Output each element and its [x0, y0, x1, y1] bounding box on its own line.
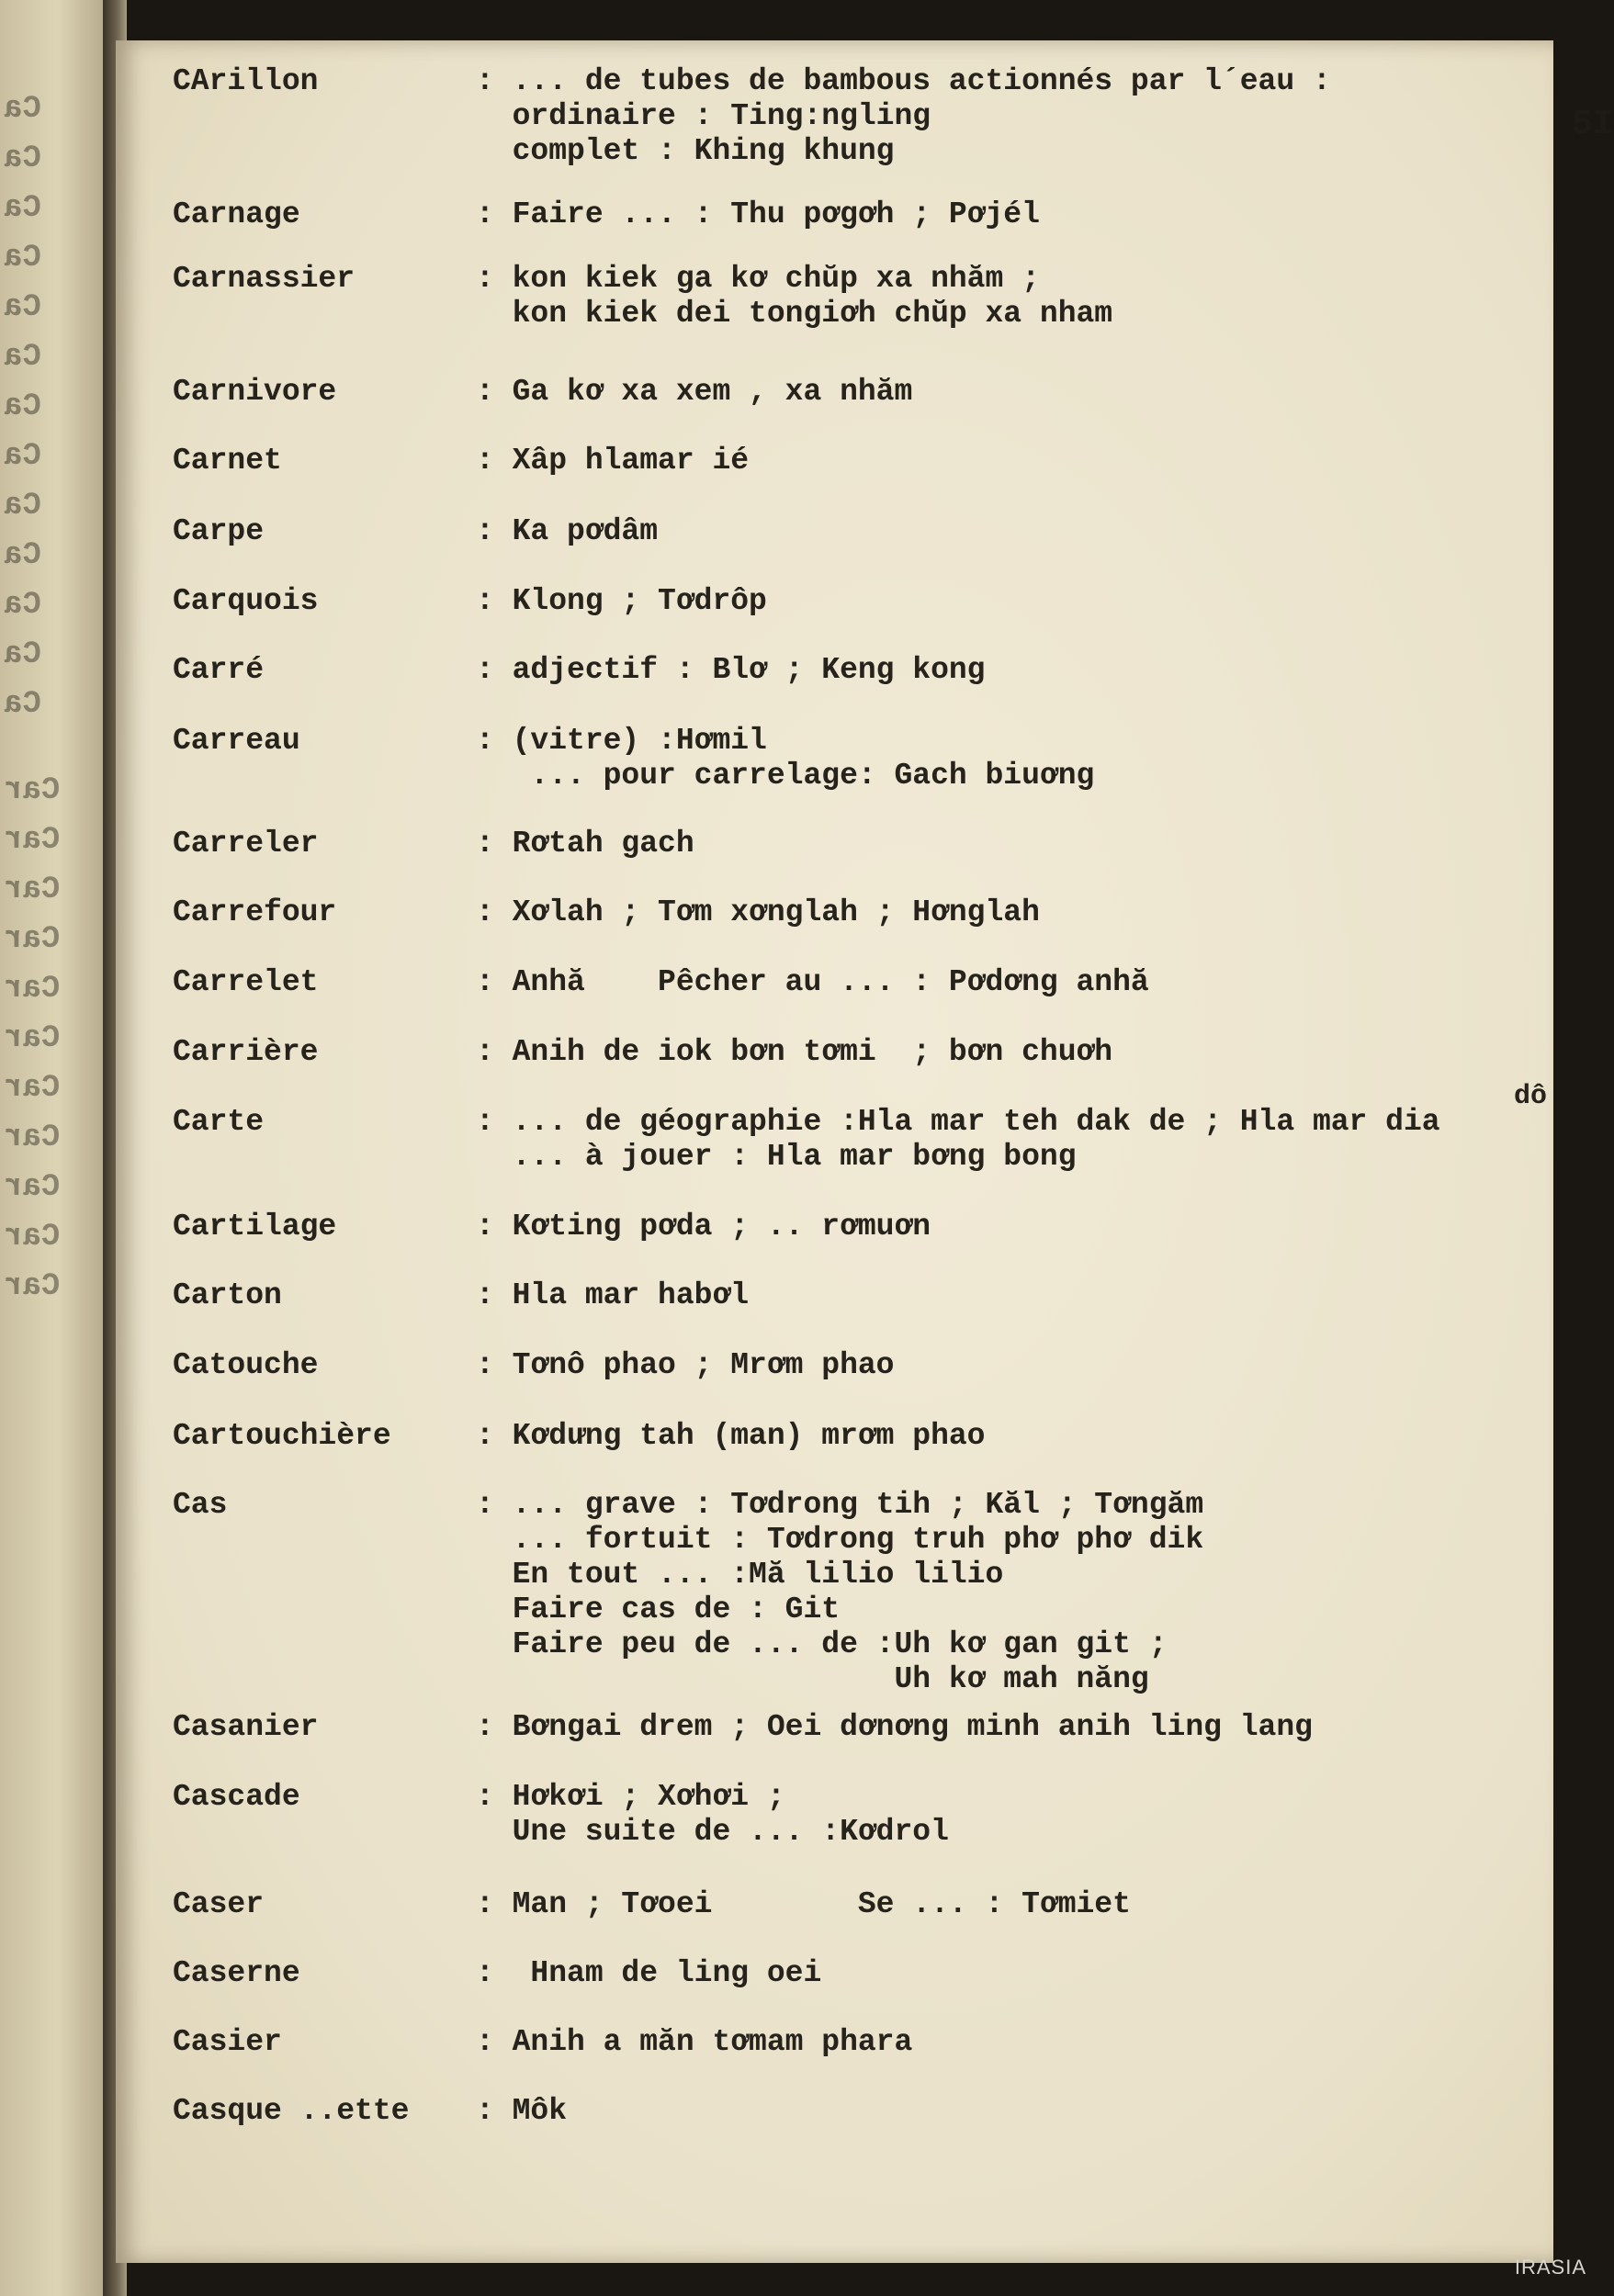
entry-definition — [476, 1035, 1112, 1070]
entry-term: Catouche — [173, 1348, 319, 1382]
previous-page-fragment: Car — [4, 1170, 61, 1205]
entry-definition — [476, 1210, 931, 1244]
entry-definition — [476, 1710, 1313, 1745]
entry-definition — [476, 965, 1149, 1000]
previous-page-fragment: Ca — [4, 241, 41, 276]
definition-line: : Faire ... : Thu pơgơh ; Pơjél — [476, 197, 1040, 231]
definition-line: Uh kơ mah năng — [476, 1662, 1149, 1696]
entry-term: Cartilage — [173, 1210, 337, 1244]
entry-term: Carpe — [173, 514, 265, 548]
entry-term: CArillon — [173, 64, 319, 98]
entry-term: Carreler — [173, 827, 319, 861]
previous-page-fragment: Ca — [4, 340, 41, 375]
entry-definition — [476, 724, 1094, 793]
previous-page-fragment: Ca — [4, 637, 41, 672]
entry-term: Carnivore — [173, 375, 337, 409]
entry-term: Caser — [173, 1887, 265, 1921]
definition-line: : (vitre) :Hơmil — [476, 724, 767, 758]
definition-line: : Anih de iok bơn tơmi ; bơn chuơh — [476, 1035, 1113, 1069]
previous-page-fragment: Ca — [4, 538, 41, 573]
definition-line: ... pour carrelage: Gach biuơng — [476, 759, 1095, 793]
document-page — [116, 40, 1614, 2263]
definition-line: : ... de géographie :Hla mar teh dak de ; Hla mar dia — [476, 1105, 1440, 1139]
definition-line: : Môk — [476, 2094, 568, 2128]
entry-term: Carrière — [173, 1035, 319, 1069]
definition-line: : Bơngai drem ; Oei dơnơng minh anih ling lang — [476, 1710, 1313, 1744]
entry-term: Carré — [173, 653, 265, 687]
previous-page-fragment: Ca — [4, 389, 41, 424]
definition-line: : Xơlah ; Tơm xơnglah ; Hơnglah — [476, 895, 1040, 929]
definition-line: : Kơdưng tah (man) mrơm phao — [476, 1419, 986, 1453]
previous-page-fragment: Ca — [4, 687, 41, 722]
entry-term: Casque ..ette — [173, 2094, 410, 2128]
definition-line: En tout ... :Mă lilio lilio — [476, 1558, 1004, 1592]
previous-page-fragment: Ca — [4, 439, 41, 474]
definition-line: ... à jouer : Hla mar bơng bong — [476, 1140, 1077, 1174]
previous-page-fragment: Ca — [4, 290, 41, 325]
definition-line: : Anhă Pêcher au ... : Pơdơng anhă — [476, 965, 1149, 999]
entry-term: Carte — [173, 1105, 265, 1139]
definition-line: : Hơkơi ; Xơhơi ; — [476, 1780, 785, 1814]
previous-page-fragment: Car — [4, 972, 61, 1007]
definition-line: : Rơtah gach — [476, 827, 694, 861]
definition-line: ... fortuit : Tơdrong truh phơ phơ dik — [476, 1523, 1204, 1557]
page-number: 5I — [1572, 105, 1614, 144]
entry-definition — [476, 895, 1040, 930]
entry-definition — [476, 64, 1331, 169]
definition-line: ordinaire : Ting:ngling — [476, 99, 931, 133]
entry-term: Carton — [173, 1278, 282, 1312]
entry-term: Cascade — [173, 1780, 300, 1814]
previous-page-fragment: Car — [4, 773, 61, 808]
entry-definition — [476, 1956, 821, 1991]
entry-definition — [476, 1348, 894, 1383]
definition-line: : Xâp hlamar ié — [476, 444, 750, 478]
definition-line: : Ka pơdâm — [476, 514, 659, 548]
entry-term: Carnassier — [173, 262, 356, 296]
entry-definition — [476, 1488, 1203, 1697]
entry-definition — [476, 514, 658, 549]
definition-line: : ... de tubes de bambous actionnés par l´eau : — [476, 64, 1331, 98]
definition-line: : Anih a măn tơmam phara — [476, 2025, 913, 2059]
entry-definition — [476, 197, 1040, 232]
watermark: IRASIA — [1514, 2256, 1586, 2279]
previous-page-fragment: Car — [4, 872, 61, 907]
previous-page-fragment: Ca — [4, 141, 41, 176]
previous-page-fragment: Car — [4, 1021, 61, 1056]
previous-page-fragment: Ca — [4, 191, 41, 226]
definition-line: : ... grave : Tơdrong tih ; Kăl ; Tơngăm — [476, 1488, 1204, 1522]
entry-term: Carquois — [173, 584, 319, 618]
entry-term: Cas — [173, 1488, 228, 1522]
entry-definition — [476, 2094, 567, 2129]
entry-definition — [476, 444, 749, 478]
definition-line: : Hnam de ling oei — [476, 1956, 822, 1990]
entry-term: Carrefour — [173, 895, 337, 929]
entry-term: Casier — [173, 2025, 282, 2059]
definition-line: : Man ; Tơoei Se ... : Tơmiet — [476, 1887, 1131, 1921]
entry-term: Carrelet — [173, 965, 319, 999]
entry-definition — [476, 653, 986, 688]
entry-definition — [476, 1105, 1440, 1175]
previous-page-fragment: Car — [4, 922, 61, 957]
entry-definition — [476, 375, 912, 410]
previous-page-fragment: Car — [4, 1120, 61, 1155]
definition-line: Faire peu de ... de :Uh kơ gan git ; — [476, 1627, 1168, 1661]
previous-page-edge — [0, 0, 103, 2296]
previous-page-fragment: Ca — [4, 489, 41, 523]
definition-line: : Tơnô phao ; Mrơm phao — [476, 1348, 895, 1382]
entry-term: Casanier — [173, 1710, 319, 1744]
definition-line: kon kiek dei tongiơh chŭp xa nham — [476, 297, 1113, 331]
entry-term: Carnage — [173, 197, 300, 231]
definition-line: Faire cas de : Git — [476, 1593, 841, 1626]
definition-line: : Ga kơ xa xem , xa nhăm — [476, 375, 913, 409]
previous-page-fragment: Ca — [4, 588, 41, 623]
definition-line: : Hla mar habơl — [476, 1278, 750, 1312]
handwritten-annotation: dô — [1514, 1081, 1548, 1112]
previous-page-fragment: Car — [4, 1220, 61, 1255]
definition-line: : kon kiek ga kơ chŭp xa nhăm ; — [476, 262, 1040, 296]
entry-definition — [476, 584, 767, 619]
definition-line: Une suite de ... :Kơdrol — [476, 1815, 949, 1849]
previous-page-fragment: Car — [4, 1071, 61, 1106]
previous-page-fragment: Car — [4, 1269, 61, 1304]
entry-definition — [476, 1887, 1131, 1922]
entry-term: Carnet — [173, 444, 282, 478]
entry-definition — [476, 1419, 986, 1454]
previous-page-fragment: Car — [4, 823, 61, 858]
entry-definition — [476, 827, 694, 861]
entry-definition — [476, 1278, 749, 1313]
definition-line: : adjectif : Blơ ; Keng kong — [476, 653, 986, 687]
definition-line: complet : Khing khung — [476, 134, 895, 168]
entry-term: Caserne — [173, 1956, 300, 1990]
entry-term: Carreau — [173, 724, 300, 758]
definition-line: : Kơting pơda ; .. rơmuơn — [476, 1210, 931, 1244]
entry-definition — [476, 262, 1112, 332]
definition-line: : Klong ; Tơdrôp — [476, 584, 767, 618]
previous-page-fragment: Ca — [4, 92, 41, 127]
entry-definition — [476, 2025, 912, 2060]
entry-term: Cartouchière — [173, 1419, 391, 1453]
entry-definition — [476, 1780, 949, 1850]
